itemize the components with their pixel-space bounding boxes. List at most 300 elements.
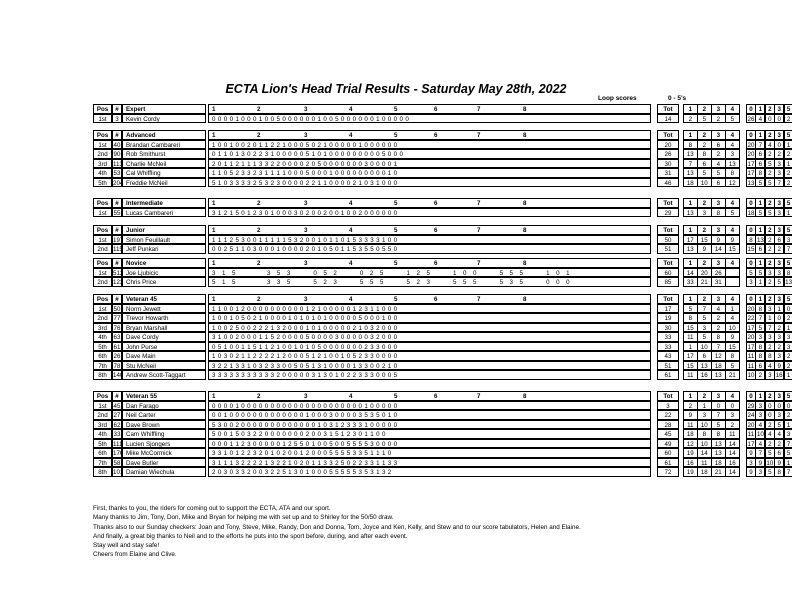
section-scores: 1 0 3 0 2 1 1 2 2 2 2 1 2 0 0 0 5 1 2 1 0 0 1 0 5 2 3 3 0 0 0 0 [208,351,651,361]
fives-head: 3 [774,225,784,235]
rider-row [93,448,791,458]
loop-score: 12 [711,351,726,361]
rider-position: 4th [93,429,112,439]
fives-count: 4 [755,439,765,449]
rider-name: Chris Price [122,277,206,287]
loop-score: 2 [697,140,712,150]
loop-score: 10 [697,420,712,430]
rider-total: 30 [657,323,679,333]
loop-score: 13 [725,159,740,169]
fives-count: 6 [755,159,765,169]
fives-head: 5 [784,198,792,208]
section-scores: 1 0 0 1 0 5 0 2 1 0 0 0 0 1 0 1 0 1 0 1 0 0 0 0 0 5 0 0 0 1 0 0 [208,313,651,323]
rider-row [93,458,791,468]
rider-position: 2nd [93,410,112,420]
fives-count: 3 [746,458,756,468]
loop-score: 21 [711,467,726,477]
results-section-veteran-55 [93,391,791,477]
rider-fives [746,304,792,314]
num-header: # [112,198,122,208]
fives-count: 9 [774,361,784,371]
section-scores: 5 0 0 1 5 0 3 2 2 0 0 0 0 0 0 0 2 0 0 3 1 5 1 2 3 0 1 1 0 0 [208,429,651,439]
fives-count: 5 [755,268,765,278]
rider-name: Trevor Howarth [122,313,206,323]
fives-head: 0 [746,198,756,208]
section-scores: 0 0 2 5 1 1 0 3 0 0 0 1 0 0 0 0 2 0 1 0 5 0 1 1 5 3 5 5 0 5 5 0 [208,244,651,254]
fives-count: 1 [765,313,775,323]
loop-number: 4 [349,260,353,267]
fives-count: 5 [746,268,756,278]
rider-loop-scores [683,140,739,150]
rider-name: Lucas Cambareri [122,208,206,218]
rider-name: Brandan Cambareri [122,140,206,150]
loop-number: 7 [477,227,481,234]
rider-loop-scores [683,401,739,411]
loop-score: 8 [725,168,740,178]
fives-count: 2 [765,168,775,178]
loop-score: 8 [711,332,726,342]
pos-header: Pos [93,225,112,235]
rider-fives [746,351,792,361]
fives-count: 5 [755,178,765,188]
rider-number: 512 [113,269,124,277]
section-scores: 3 2 2 1 3 3 1 0 3 2 3 3 0 0 5 0 5 1 3 1 0 0 0 0 1 3 3 0 0 2 1 0 [208,361,651,371]
loop-score: 9 [711,235,726,245]
fives-headers [746,258,792,268]
rider-row [93,304,791,314]
rider-fives [746,313,792,323]
rider-number: 204 [113,179,124,187]
rider-position: 1st [93,401,112,411]
fives-head: 2 [765,294,775,304]
rider-position: 7th [93,361,112,371]
loop-score: 7 [697,304,712,314]
fives-count: 5 [755,208,765,218]
tot-header: Tot [657,104,679,114]
loop-head: 1 [683,130,698,140]
fives-count: 20 [747,141,755,149]
loop-score: 6 [697,159,712,169]
loop-number: 1 [212,227,216,234]
fives-head: 5 [784,391,792,401]
loop-score: 3 [697,323,712,333]
rider-total: 19 [657,313,679,323]
rider-total: 31 [657,168,679,178]
rider-number: 50 [113,305,121,313]
fives-count: 5 [755,323,765,333]
results-section-intermediate [93,198,791,217]
fives-count: 17 [747,343,755,351]
loop-score: 2 [683,114,698,124]
section-scores: 2 0 1 1 2 1 1 1 3 3 2 2 0 0 0 0 2 0 5 0 0 0 0 0 0 0 3 0 0 0 0 1 [208,159,651,169]
loop-number: 7 [477,200,481,207]
section-scores: 1 0 0 2 5 0 0 2 2 2 1 3 2 0 0 0 1 0 1 0 0 0 0 0 2 1 0 3 2 0 0 0 [208,323,651,333]
fives-count: 3 [765,268,775,278]
loop-head: 1 [683,294,698,304]
loop-score: 11 [697,458,712,468]
fives-head: 0 [746,225,756,235]
loop-head: 2 [697,198,712,208]
loop-head: 1 [683,198,698,208]
rider-position: 5th [93,178,112,188]
fives-head: 1 [755,130,765,140]
loop-score: 12 [683,439,698,449]
fives-count: 2 [784,410,792,420]
footer-line: Thanks also to our Sunday checkers: Joan and Tony, Steve, Mike, Randy, Don and Donna, Tom, Joyce and Ken, Kelly, and Stew and to our score tabulators, Helen and Elaine. [93,523,581,531]
rider-number: 27 [113,412,121,419]
rider-total: 61 [657,458,679,468]
fives-count: 1 [755,277,765,287]
rider-fives [746,332,792,342]
fives-count: 9 [755,458,765,468]
fives-count: 16 [775,372,783,379]
rider-number: 40 [113,141,121,149]
rider-name: Mike McCormick [122,448,206,458]
rider-total: 60 [657,268,679,278]
loop-number: 1 [212,393,216,400]
rider-total: 61 [657,370,679,380]
rider-row [93,370,791,380]
rider-row [93,361,791,371]
class-name: Junior [122,225,206,235]
loop-score: 6 [711,178,726,188]
fives-count: 1 [784,420,792,430]
fives-count: 3 [755,332,765,342]
fives-count: 2 [784,313,792,323]
rider-fives [746,114,792,124]
loop-score: 4 [725,140,740,150]
results-section-junior [93,225,791,254]
loop-score-headers [683,198,739,208]
page-title: ECTA Lion's Head Trial Results - Saturday May 28th, 2022 [225,82,567,96]
loop-number: 3 [304,200,308,207]
loop-score: 11 [683,332,698,342]
loop-score: 15 [683,361,698,371]
loop-number: 8 [523,393,527,400]
loop-headers [208,104,651,114]
rider-position: 8th [93,370,112,380]
fives-count: 1 [784,458,792,468]
fives-count: 11 [747,362,755,370]
fives-count: 6 [755,361,765,371]
fives-head: 1 [755,294,765,304]
fives-head: 3 [774,294,784,304]
fives-count: 2 [784,168,792,178]
fives-count: 7 [755,448,765,458]
fives-head: 1 [755,391,765,401]
rider-row [93,410,791,420]
section-scores: 1 1 0 0 1 2 0 0 0 0 0 0 0 0 0 0 1 2 1 0 0 0 0 0 1 2 3 1 1 0 0 0 [208,304,651,314]
loop-score: 5 [697,168,712,178]
loop-score: 17 [683,235,698,245]
rider-total: 33 [657,332,679,342]
loop-score: 11 [725,429,740,439]
rider-loop-scores [683,178,739,188]
loop-headers [208,198,651,208]
tot-header: Tot [657,130,679,140]
loop-score-headers [683,258,739,268]
fives-count: 2 [765,149,775,159]
footer-line: First, thanks to you, the riders for coming out to support the ECTA, ATA and our sport. [93,505,331,512]
rider-loop-scores [683,244,739,254]
section-scores: 3 1 2 1 5 0 1 2 3 0 1 0 0 0 3 0 2 0 0 2 0 0 1 0 0 2 0 0 0 0 0 0 [208,208,651,218]
fives-headers [746,104,792,114]
fives-count: 7 [755,313,765,323]
rider-fives [746,361,792,371]
rider-position: 4th [93,168,112,178]
rider-name: Lucien Sjongers [122,439,206,449]
loop-score: 5 [697,332,712,342]
fives-count: 3 [784,235,792,245]
rider-total: 30 [657,159,679,169]
loop-score: 13 [683,149,698,159]
rider-number: 76 [113,324,121,332]
fives-head: 2 [765,130,775,140]
fives-headers [746,130,792,140]
pos-header: Pos [93,130,112,140]
fives-count: 3 [755,410,765,420]
fives-count: 8 [755,168,765,178]
fives-count: 2 [765,235,775,245]
rider-fives [746,429,792,439]
rider-position: 2nd [93,149,112,159]
fives-count: 8 [784,268,792,278]
rider-row [93,313,791,323]
loop-headers [208,225,651,235]
fives-count: 5 [765,448,775,458]
rider-row [93,439,791,449]
loop-score: 13 [711,448,726,458]
loop-score: 15 [725,244,740,254]
loop-number: 8 [523,260,527,267]
section-scores: 1 1 0 5 2 3 3 2 3 1 1 1 1 0 0 0 5 0 0 0 1 0 0 0 0 0 0 0 0 0 1 0 [208,168,651,178]
loop-head: 1 [683,225,698,235]
loop-number: 5 [394,106,398,113]
rider-total: 51 [657,244,679,254]
fives-count: 4 [774,429,784,439]
loop-head: 3 [711,294,726,304]
fives-count: 10 [766,459,774,467]
fives-count: 3 [774,159,784,169]
loop-number: 3 [304,106,308,113]
loop-number: 2 [257,132,261,139]
loop-number: 4 [349,200,353,207]
rider-fives [746,140,792,150]
loop-score: 9 [683,410,698,420]
fives-head: 5 [784,104,792,114]
rider-row [93,467,791,477]
rider-position: 2nd [93,277,112,287]
loop-score: 15 [697,235,712,245]
rider-position: 6th [93,351,112,361]
rider-total: 29 [657,208,679,218]
fives-count: 13 [785,279,792,286]
rider-fives [746,159,792,169]
class-name: Advanced [122,130,206,140]
rider-number: 123 [113,279,124,286]
fives-count: 3 [774,410,784,420]
fives-head: 1 [755,225,765,235]
fives-count: 10 [756,431,764,438]
rider-position: 6th [93,448,112,458]
rider-number: 45 [113,402,121,410]
loop-number: 1 [212,296,216,303]
loop-number: 8 [523,132,527,139]
loop-score: 16 [725,458,740,468]
fives-head: 2 [765,225,775,235]
rider-total: 45 [657,429,679,439]
fives-count: 7 [755,140,765,150]
rider-row [93,420,791,430]
footer-line: Many thanks to Jim, Tony, Don, Mike and Bryan for helping me with set up and to Shirley for the 50/50 draw. [93,514,394,522]
fives-count: 20 [747,305,755,313]
rider-name: Dave Main [122,351,206,361]
loop-score: 21 [725,370,740,380]
rider-total: 22 [657,410,679,420]
rider-loop-scores [683,342,739,352]
rider-position: 1st [93,114,112,124]
loop-score: 14 [725,439,740,449]
loop-score: 13 [683,208,698,218]
fives-head: 0 [746,104,756,114]
loop-score: 2 [683,401,698,411]
rider-position: 1st [93,268,112,278]
loop-score: 5 [711,420,726,430]
class-name: Veteran 55 [122,391,206,401]
rider-fives [746,208,792,218]
rider-position: 2nd [93,244,112,254]
loop-number: 7 [477,393,481,400]
fives-count: 5 [774,277,784,287]
fives-head: 0 [746,258,756,268]
fives-count: 5 [765,467,775,477]
fives-count: 2 [755,370,765,380]
loop-number: 4 [349,296,353,303]
fives-count: 3 [746,277,756,287]
rider-number: 55 [113,209,121,217]
fives-count: 9 [746,448,756,458]
rider-name: Andrew Scott-Taggart [122,370,206,380]
rider-total: 46 [657,178,679,188]
rider-loop-scores [683,168,739,178]
rider-total: 43 [657,351,679,361]
num-header: # [112,225,122,235]
rider-loop-scores [683,361,739,371]
rider-position: 1st [93,208,112,218]
fives-count: 7 [774,178,784,188]
rider-fives [746,323,792,333]
loop-number: 3 [304,393,308,400]
rider-position: 1st [93,235,112,245]
fives-count: 0 [765,401,775,411]
section-scores: 3 1 5 3 5 3 0 5 2 0 2 5 1 2 5 1 0 0 5 5 5 1 0 1 [208,268,651,278]
fives-head: 2 [765,198,775,208]
fives-count: 10 [747,372,755,379]
loop-score-headers [683,294,739,304]
loop-head: 2 [697,391,712,401]
loop-score: 8 [725,351,740,361]
rider-number: 61 [113,343,121,351]
fives-count: 3 [765,332,775,342]
fives-count: 2 [784,351,792,361]
loop-score: 12 [725,178,740,188]
fives-count: 6 [755,244,765,254]
section-header-row [93,130,791,140]
fives-headers [746,391,792,401]
loop-score: 13 [711,370,726,380]
rider-total: 33 [657,342,679,352]
rider-position: 5th [93,342,112,352]
rider-loop-scores [683,114,739,124]
rider-number: 115 [113,246,123,253]
rider-loop-scores [683,323,739,333]
loop-score: 13 [711,439,726,449]
rider-position: 3rd [93,323,112,333]
section-scores: 3 1 1 1 3 2 2 2 2 1 3 2 2 1 0 2 0 1 1 3 3 2 5 0 2 2 3 3 1 1 3 3 [208,458,651,468]
fives-count: 5 [765,178,775,188]
fives-count: 2 [774,323,784,333]
rider-number: 111 [113,440,123,448]
loop-number: 6 [434,393,438,400]
loop-score: 6 [697,351,712,361]
rider-fives [746,467,792,477]
fives-count: 8 [755,342,765,352]
fives-head: 3 [774,104,784,114]
loop-score: 17 [683,351,698,361]
loop-head: 4 [725,294,740,304]
fives-count: 3 [784,429,792,439]
fives-count: 7 [784,244,792,254]
rider-fives [746,448,792,458]
rider-loop-scores [683,235,739,245]
rider-row [93,429,791,439]
loop-head: 3 [711,104,726,114]
loop-score: 18 [683,178,698,188]
loop-score: 33 [683,277,698,287]
loop-score: 7 [711,410,726,420]
rider-total: 51 [657,361,679,371]
section-header-row [93,294,791,304]
rider-total: 85 [657,277,679,287]
rider-loop-scores [683,159,739,169]
loop-number: 6 [434,296,438,303]
fives-count: 3 [784,342,792,352]
rider-position: 7th [93,458,112,468]
loop-score: 3 [697,410,712,420]
fives-head: 0 [746,130,756,140]
rider-row [93,140,791,150]
loop-score: 5 [683,304,698,314]
rider-name: John Purse [122,342,206,352]
loop-score: 15 [725,342,740,352]
rider-number: 33 [113,431,121,438]
fives-count: 5 [774,420,784,430]
fives-count: 8 [755,304,765,314]
loop-number: 8 [523,296,527,303]
loop-score-headers [683,225,739,235]
loop-score: 7 [711,342,726,352]
fives-count: 3 [765,304,775,314]
fives-head: 5 [784,130,792,140]
rider-fives [746,401,792,411]
fives-count: 8 [774,467,784,477]
rider-number: 62 [113,421,121,429]
num-header: # [112,104,122,114]
loop-score: 8 [697,429,712,439]
loop-score: 10 [697,178,712,188]
loop-score: 19 [683,467,698,477]
rider-fives [746,244,792,254]
